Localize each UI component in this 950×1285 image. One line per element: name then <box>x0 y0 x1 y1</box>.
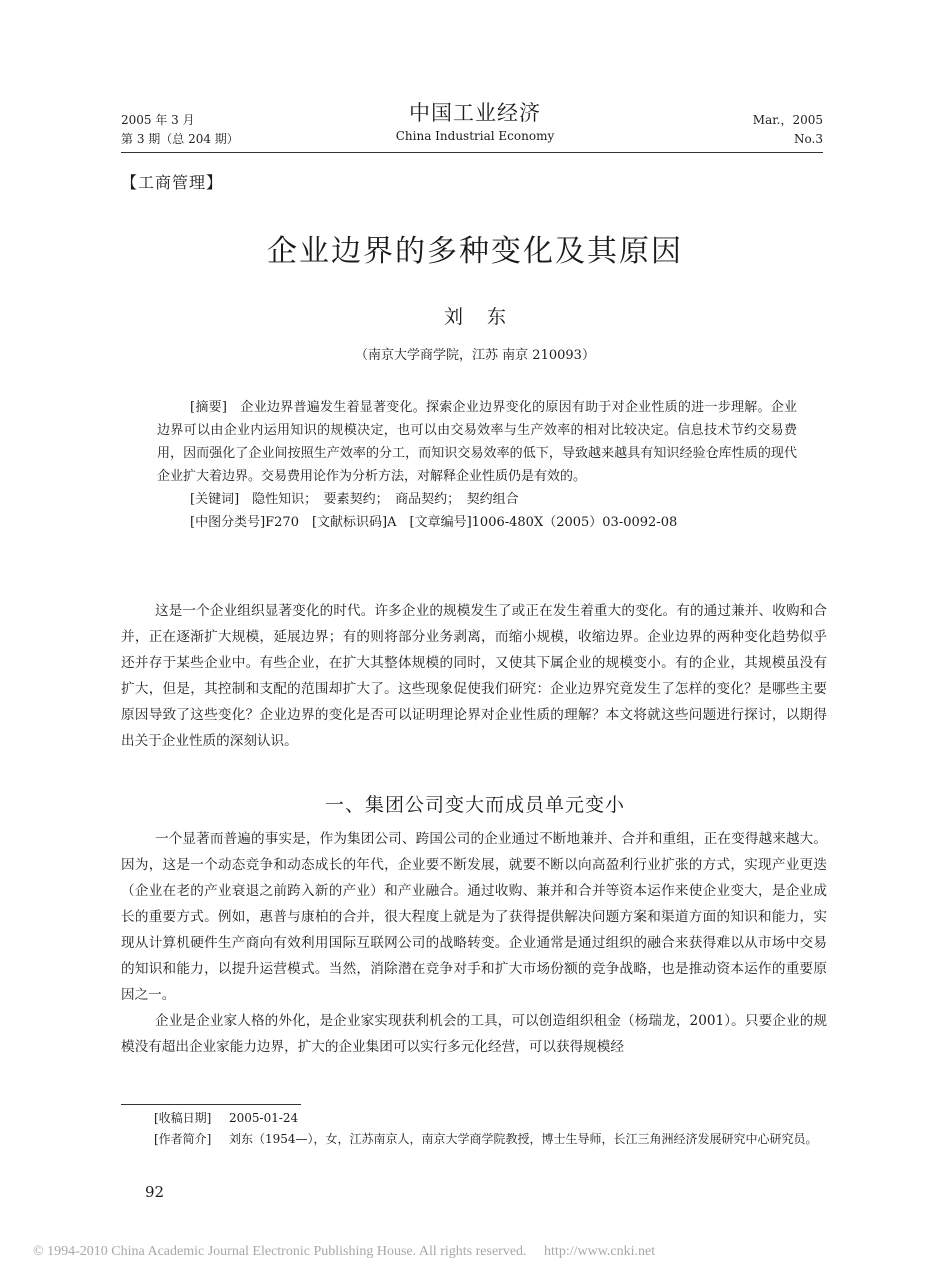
header-date-cn: 2005 年 3 月 <box>121 113 195 127</box>
footnotes <box>154 1108 824 1150</box>
journal-name-en: China Industrial Economy <box>395 129 555 143</box>
section1-body <box>121 826 827 1060</box>
abstract-text: [摘要] 企业边界普遍发生着显著变化。探索企业边界变化的原因有助于对企业性质的进一步理解。企业边界可以由企业内运用知识的规模决定，也可以由交易效率与生产效率的相对比较决定。信息技术节约交易费用，因而强化了企业间按照生产效率的分工，而知识交易效率的低下，导致越来越具有知识经验仓库性质的现代企业扩大着边界。交易费用论作为分析方法，对解释企业性质仍是有效的。 <box>157 400 797 484</box>
header-left <box>121 111 239 149</box>
body-paragraph: 一个显著而普遍的事实是，作为集团公司、跨国公司的企业通过不断地兼并、合并和重组，正在变得越来越大。因为，这是一个动态竞争和动态成长的年代，企业要不断发展，就要不断以向高盈利行业扩张的方式，实现产业更迭（企业在老的产业衰退之前跨入新的产业）和产业融合。通过收购、兼并和合并等资本运作来使企业变大，是企业成长的重要方式。例如，惠普与康柏的合并，很大程度上就是为了获得提供解决问题方案和渠道方面的知识和能力，实现从计算机硬件生产商向有效利用国际互联网公司的战略转变。企业通常是通过组织的融合来获得难以从市场中交易的知识和能力，以提升运营模式。当然，消除潜在竞争对手和扩大市场份额的竞争战略，也是推动资本运作的重要原因之一。 <box>121 831 827 1003</box>
received-label: [收稿日期] <box>154 1111 212 1125</box>
journal-masthead <box>300 100 650 146</box>
page-number: 92 <box>145 1183 165 1201</box>
footnote-rule <box>121 1104 301 1105</box>
header-right <box>753 111 823 149</box>
keywords: [关键词] 隐性知识； 要素契约； 商品契约； 契约组合 <box>190 492 519 507</box>
section-tag: 【工商管理】 <box>121 173 224 192</box>
header-issue-cn: 第 3 期（总 204 期） <box>121 132 239 146</box>
received-date: 2005-01-24 <box>229 1111 299 1125</box>
abstract-block <box>157 396 797 534</box>
section-heading: 一、集团公司变大而成员单元变小 <box>324 794 625 816</box>
footnote-author <box>154 1129 824 1150</box>
intro-section <box>121 598 827 754</box>
article-author: 刘 东 <box>443 306 507 328</box>
article-title: 企业边界的多种变化及其原因 <box>267 234 683 269</box>
intro-paragraph: 这是一个企业组织显著变化的时代。许多企业的规模发生了或正在发生着重大的变化。有的通过兼并、收购和合并，正在逐渐扩大规模，延展边界；有的则将部分业务剥离，而缩小规模，收缩边界。企业边界的两种变化趋势似乎还并存于某些企业中。有些企业，在扩大其整体规模的同时，又使其下属企业的规模变小。有的企业，其规模虽没有扩大，但是，其控制和支配的范围却扩大了。这些现象促使我们研究：企业边界究竟发生了怎样的变化？是哪些主要原因导致了这些变化？企业边界的变化是否可以证明理论界对企业性质的理解？本文将就这些问题进行探讨，以期得出关于企业性质的深刻认识。 <box>121 603 827 749</box>
author-affiliation: （南京大学商学院，江苏 南京 210093） <box>355 348 595 363</box>
copyright-notice: © 1994-2010 China Academic Journal Electronic Publishing House. All rights reserved. http://www.cnki.net <box>33 1244 656 1259</box>
author-bio-label: [作者简介] <box>154 1132 212 1146</box>
header-date-en: Mar.，2005 <box>752 113 823 127</box>
body-paragraph: 企业是企业家人格的外化，是企业家实现获利机会的工具，可以创造组织租金（杨瑞龙，2001）。只要企业的规模没有超出企业家能力边界，扩大的企业集团可以实行多元化经营，可以获得规模经 <box>121 1013 827 1055</box>
author-bio: 刘东（1954—），女，江苏南京人，南京大学商学院教授，博士生导师，长江三角洲经济发展研究中心研究员。 <box>229 1132 818 1146</box>
header-rule <box>121 152 823 153</box>
classification-codes: [中图分类号]F270 [文献标识码]A [文章编号]1006-480X（2005）03-0092-08 <box>190 515 678 530</box>
journal-name-cn: 中国工业经济 <box>409 101 541 125</box>
footnote-received <box>154 1108 824 1129</box>
header-issue-en: No.3 <box>794 132 823 146</box>
